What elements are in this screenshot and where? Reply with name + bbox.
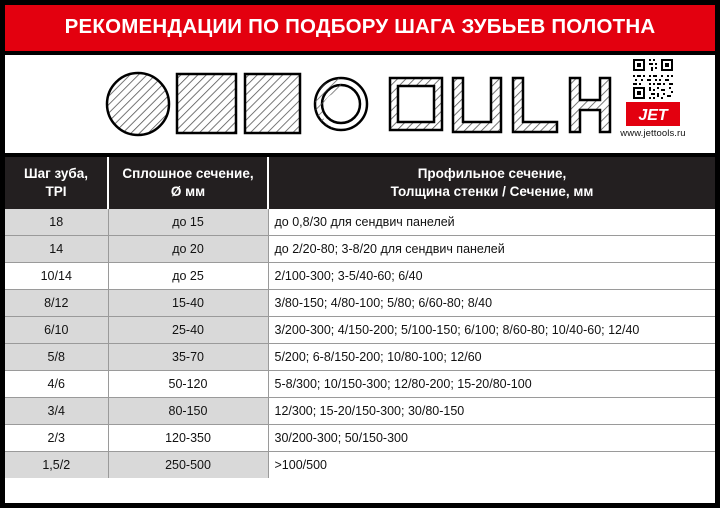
cell-profile: до 2/20-80; 3-8/20 для сендвич панелей [268,235,715,262]
table-row [5,209,715,236]
header-solid-section [108,157,268,209]
header-solid-line1: Сплошное сечение, [122,165,254,181]
cell-tpi: 2/3 [5,424,108,451]
table-row [5,343,715,370]
header-tpi [5,157,108,209]
qr-code [631,57,675,101]
cell-profile: >100/500 [274,457,327,472]
cell-solid: 250-500 [108,451,268,478]
header-profile-section [268,157,715,209]
cell-solid: до 15 [108,209,268,236]
cell-profile: 5-8/300; 10/150-300; 12/80-200; 15-20/80-100 [268,370,715,397]
table-row [5,262,715,289]
cell-tpi: 1,5/2 [5,451,108,478]
illustration-band [5,55,715,157]
shape-round-tube [315,78,367,130]
cell-profile: до 0,8/30 для сендвич панелей [268,209,715,236]
cell-profile: 12/300; 15-20/150-300; 30/80-150 [268,397,715,424]
cell-solid: 15-40 [108,289,268,316]
header-profile-line2: Толщина стенки / Сечение, мм [390,183,594,199]
shape-square-tube [390,78,442,130]
svg-text:JET: JET [638,106,668,124]
cell-profile: 2/100-300; 3-5/40-60; 6/40 [268,262,715,289]
page-title: РЕКОМЕНДАЦИИ ПО ПОДБОРУ ШАГА ЗУБЬЕВ ПОЛОТНА [5,5,715,55]
profile-shapes-diagram [5,55,625,153]
cell-tpi: 3/4 [5,397,108,424]
cell-solid: 80-150 [108,397,268,424]
cell-profile: 3/200-300; 4/150-200; 5/100-150; 6/100; 8/60-80; 10/40-60; 12/40 [268,316,715,343]
website-url: www.jettools.ru [620,127,686,139]
cell-tpi: 14 [5,235,108,262]
cell-solid: 50-120 [108,370,268,397]
cell-solid: 120-350 [108,424,268,451]
table-row [5,397,715,424]
header-profile-line1: Профильное сечение, [417,165,567,181]
header-tpi-line1: Шаг зуба, [24,165,88,181]
table-header-row [5,157,715,209]
cell-tpi: 10/14 [5,262,108,289]
header-tpi-line2: TPI [45,183,67,199]
cell-solid: до 20 [108,235,268,262]
brand-block [597,57,709,139]
shape-circle [107,73,169,135]
table-row [5,451,715,478]
table-row [5,370,715,397]
cell-solid: 25-40 [108,316,268,343]
table-row [5,424,715,451]
table-row [5,235,715,262]
cell-profile: 3/80-150; 4/80-100; 5/80; 6/60-80; 8/40 [268,289,715,316]
cell-solid: до 25 [108,262,268,289]
shape-rectangle [245,74,300,133]
cell-tpi: 18 [5,209,108,236]
tooth-pitch-table [5,157,715,478]
cell-tpi: 8/12 [5,289,108,316]
cell-solid: 35-70 [108,343,268,370]
cell-tpi: 4/6 [5,370,108,397]
table-row [5,289,715,316]
cell-tpi: 5/8 [5,343,108,370]
table-row [5,316,715,343]
cell-profile: 5/200; 6-8/150-200; 10/80-100; 12/60 [268,343,715,370]
cell-tpi: 6/10 [5,316,108,343]
shape-u-channel [453,78,501,132]
shape-square [177,74,236,133]
cell-profile: 30/200-300; 50/150-300 [268,424,715,451]
shape-l-angle [513,78,557,132]
jet-logo [626,102,680,126]
header-solid-line2: Ø мм [170,183,206,199]
